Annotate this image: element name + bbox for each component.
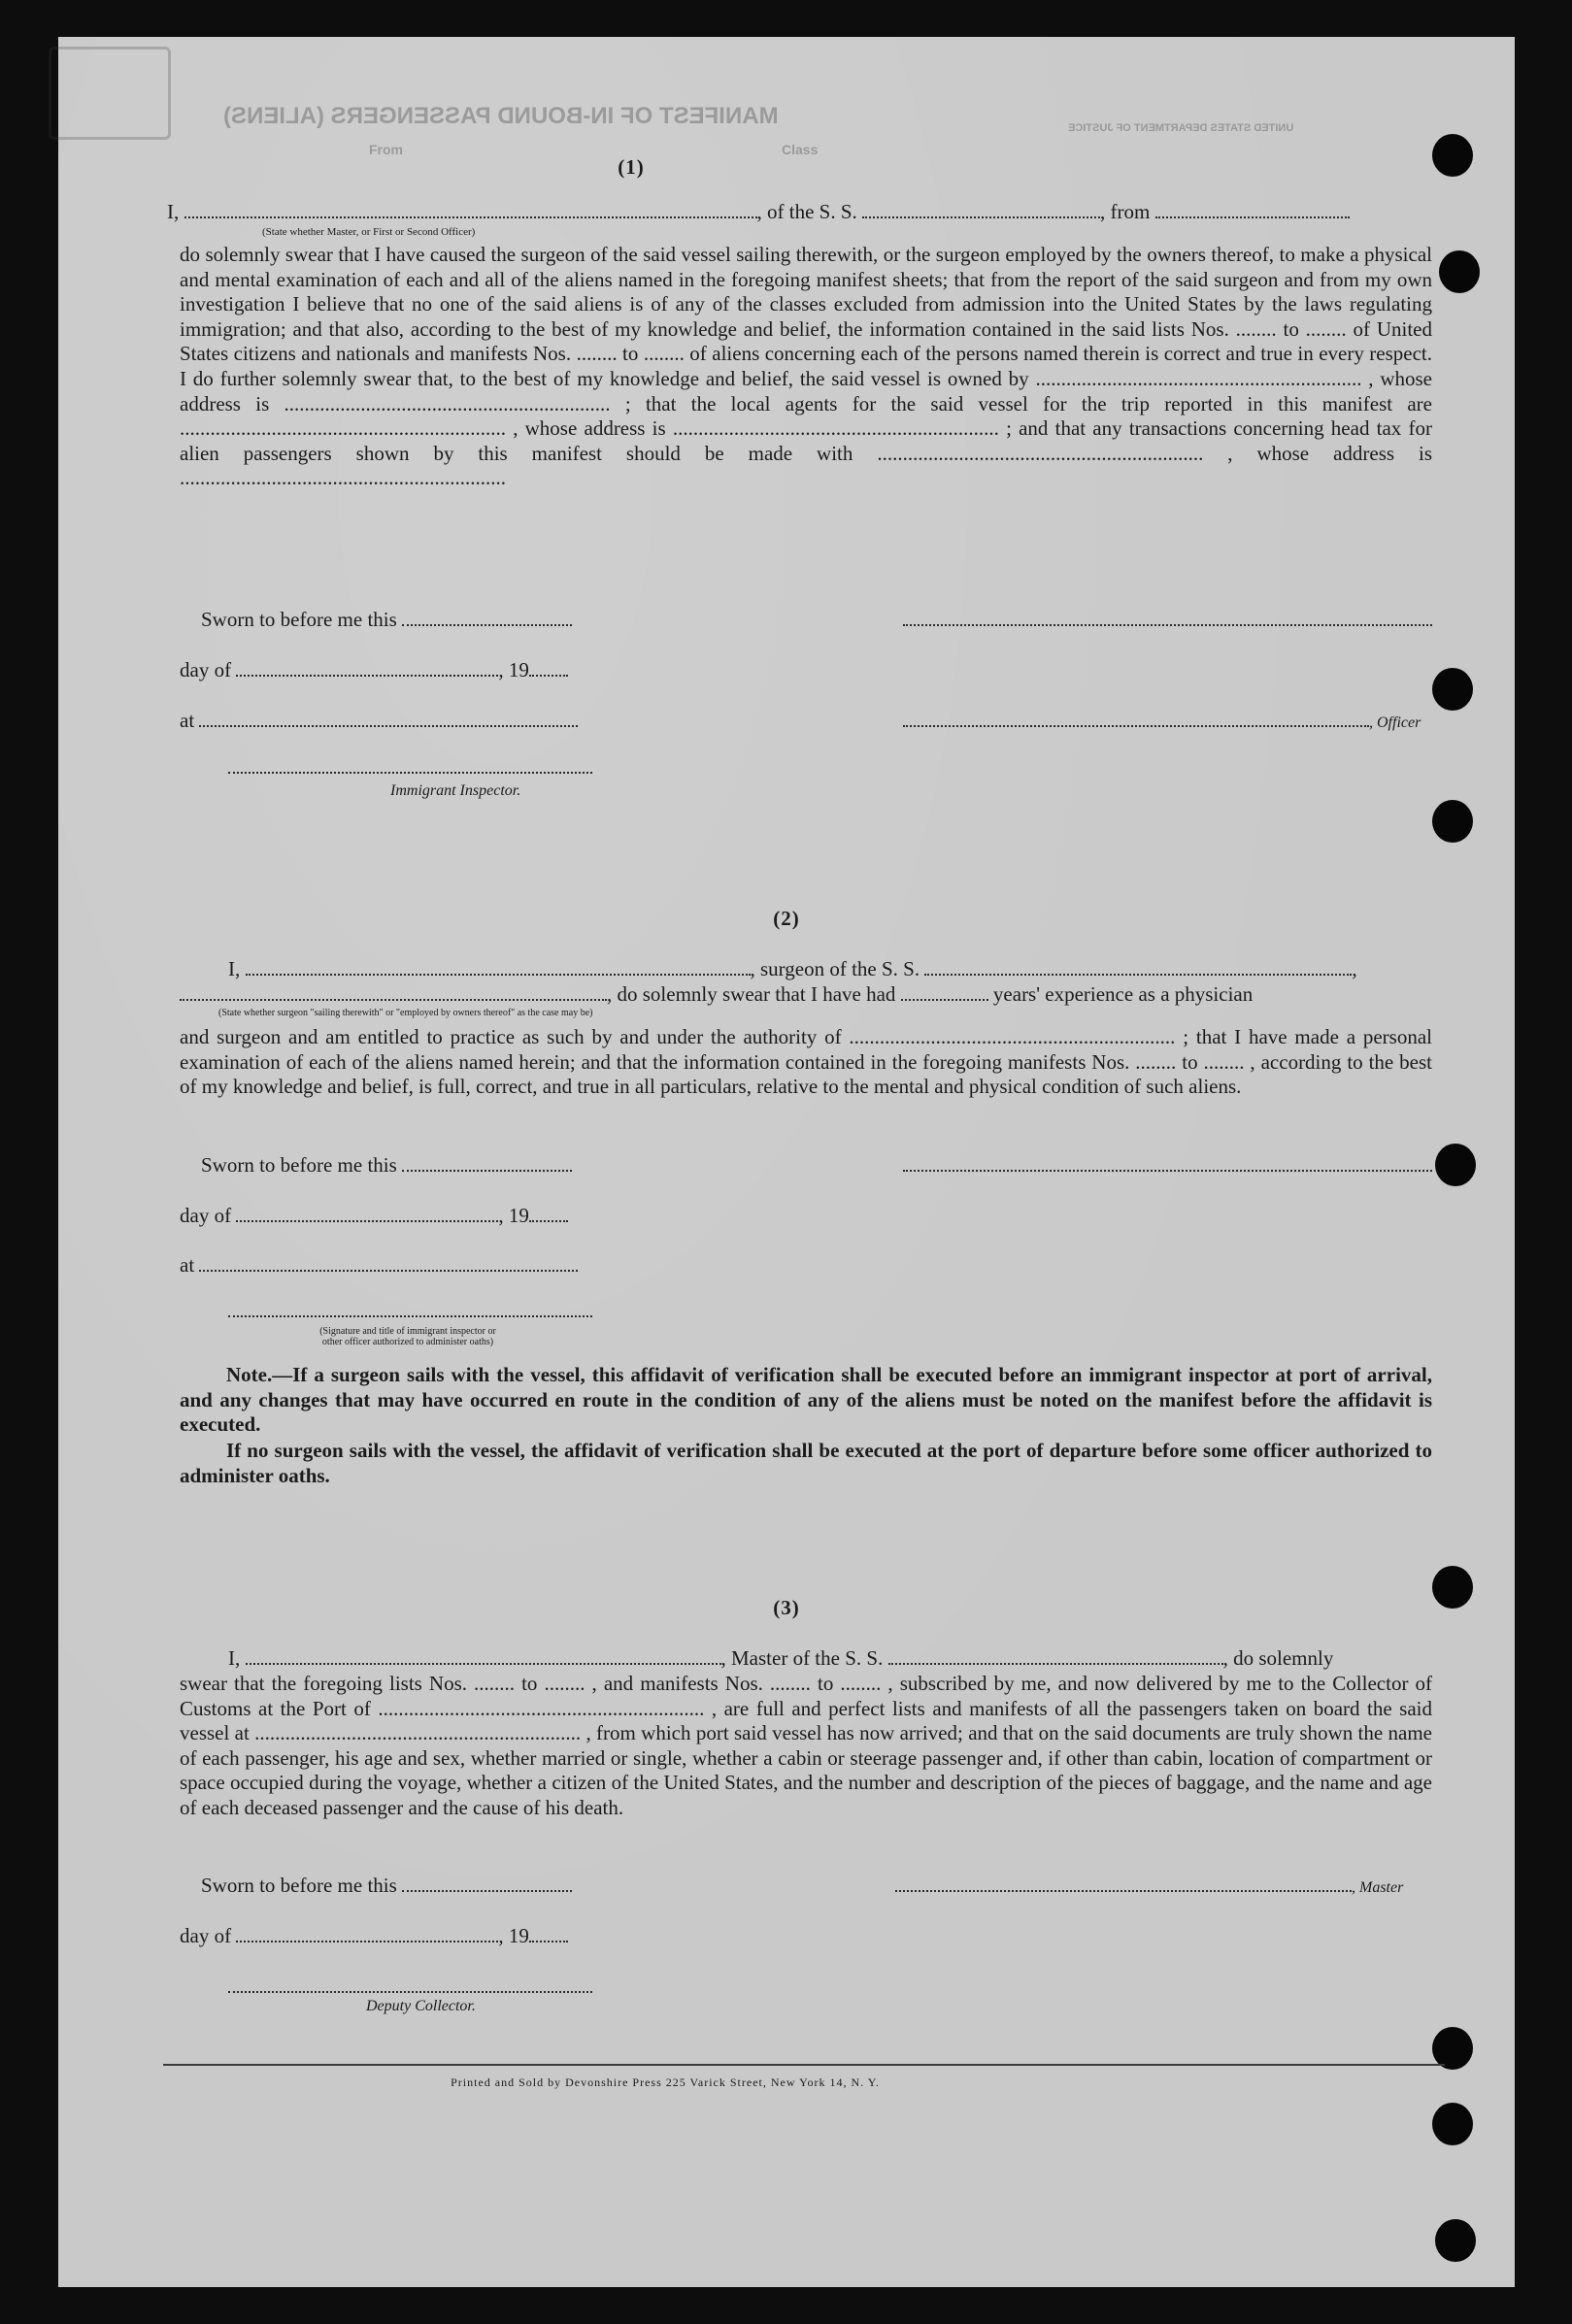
section-3-heading: (3) — [773, 1596, 800, 1619]
section-2-surgeon-signature[interactable] — [903, 1153, 1432, 1178]
punch-hole — [1435, 2219, 1476, 2262]
deputy-collector-signature-field[interactable] — [228, 1975, 592, 1993]
officer-signature-line[interactable] — [903, 609, 1432, 626]
day-of-field[interactable] — [236, 1925, 498, 1942]
at-label: at — [180, 709, 195, 732]
section-3-line-1 — [228, 1646, 1333, 1671]
from-port-field[interactable] — [1155, 201, 1350, 218]
inspector-signature-line[interactable] — [228, 755, 592, 780]
day-of-label: day of — [180, 658, 232, 681]
section-1-at — [180, 709, 578, 733]
inspector-signature-field[interactable] — [228, 1300, 592, 1317]
at-place-field[interactable] — [199, 710, 578, 727]
section-1-day-of — [180, 658, 568, 682]
section-2-day-of — [180, 1204, 568, 1228]
section-2-i: I, — [228, 957, 241, 980]
section-3-oath-text: swear that the foregoing lists Nos. ........ to ........ , and manifests Nos. ........ to ........ , subscribed by me, and now delivered by me to the Collector of Customs at the Port of ................................................................ , are full and perfect lists and manifests of all the passengers taken on board the said vessel at ................................................................ , from which port said vessel has now arrived; and that on the said documents are truly shown the name of each passenger, his age and sex, whether married or single, whether a cabin or steerage passenger and, if other than cabin, location of compartment or space occupied during the voyage, whether a citizen of the United States, and the number and description of the pieces of baggage, and the name and age of each deceased passenger and the cause of his death. — [180, 1672, 1432, 1819]
vessel-name-field[interactable] — [862, 201, 1100, 218]
years-experience-field[interactable] — [901, 983, 988, 1001]
day-of-label: day of — [180, 1924, 232, 1947]
section-2-at — [180, 1253, 578, 1278]
do-solemnly-label: , do solemnly — [1222, 1646, 1334, 1670]
section-3-day-of — [180, 1924, 568, 1948]
year-label: , 19 — [498, 658, 529, 681]
section-2-heading: (2) — [773, 907, 800, 930]
at-label: at — [180, 1253, 195, 1277]
section-2-line-2 — [180, 982, 1253, 1007]
year-label: , 19 — [498, 1924, 529, 1947]
punch-hole — [1435, 1144, 1476, 1186]
section-1-officer-signature[interactable] — [903, 608, 1432, 632]
section-3-i: I, — [228, 1646, 241, 1670]
section-1-vessel-label: , of the S. S. — [756, 200, 857, 223]
year-label: , 19 — [498, 1204, 529, 1227]
day-of-field[interactable] — [236, 1205, 498, 1222]
surgeon-of-label: , surgeon of the S. S. — [750, 957, 920, 980]
surgeon-signature-line[interactable] — [903, 1154, 1432, 1172]
section-2-sworn — [201, 1153, 572, 1178]
day-of-field[interactable] — [236, 659, 498, 677]
officer-caption: (State whether Master, or First or Second Officer) — [262, 226, 476, 238]
year-field[interactable] — [529, 1205, 568, 1222]
bleed-through-title: MANIFEST OF IN-BOUND PASSENGERS (ALIENS) — [223, 103, 779, 129]
section-2-inspector-signature[interactable] — [228, 1299, 592, 1323]
day-of-label: day of — [180, 1204, 232, 1227]
deputy-collector-label: Deputy Collector. — [366, 1998, 476, 2014]
year-field[interactable] — [529, 659, 568, 677]
section-1-heading: (1) — [618, 155, 645, 179]
section-1-officer-line — [903, 709, 1421, 733]
at-place-field[interactable] — [199, 1254, 578, 1272]
sworn-label: Sworn to before me this — [201, 1874, 397, 1897]
punch-hole — [1432, 2103, 1473, 2145]
manifest-page — [58, 37, 1515, 2287]
section-2-oath-text: and surgeon and am entitled to practice as such by and under the authority of ................................................................ ; that I have made a personal examination of each of the aliens named herein; and that the information contained in the foregoing manifests Nos. ........ to ........ , according to the best of my knowledge and belief, is full, correct, and true in all particulars, relative to the mental and physical condition of such aliens. — [180, 1025, 1432, 1099]
bleed-through-stamp — [49, 47, 171, 140]
bleed-through-dept: UNITED STATES DEPARTMENT OF JUSTICE — [1068, 122, 1294, 134]
signature-caption-line-2: other officer authorized to administer oaths) — [321, 1337, 494, 1347]
section-3-sworn — [201, 1874, 572, 1898]
sworn-label: Sworn to before me this — [201, 1153, 397, 1177]
inspector-signature-field[interactable] — [228, 756, 592, 774]
master-name-field[interactable] — [246, 1647, 721, 1665]
section-1-oath-text: do solemnly swear that I have caused the surgeon of the said vessel sailing therewith, or the surgeon employed by the owners thereof, to make a physical and mental examination of each and all of the aliens named in the foregoing manifest sheets; that from the report of the said surgeon and from my own investigation I believe that no one of the said aliens is of any of the classes excluded from admission into the United States by the laws regulating immigration; and that also, according to the best of my knowledge and belief, the information contained in the said lists Nos. ........ to ........ of United States citizens and nationals and manifests Nos. ........ to ........ of aliens concerning each of the persons named therein is correct and true in every respect. I do further solemnly swear that, to the best of my knowledge and belief, the said vessel is owned by ................................................................ , whose address is ................................................................ ; that the local agents for the said vessel for the trip reported in this manifest are ................................................................ , whose address is ................................................................ ; and that any transactions concerning head tax for alien passengers shown by this manifest should be made with ................................................................ , whose address is ................................................................ — [180, 243, 1432, 490]
section-1-sworn — [201, 608, 572, 632]
deputy-collector-signature-line[interactable] — [228, 1975, 592, 1999]
master-of-label: , Master of the S. S. — [720, 1646, 884, 1670]
section-1-i: I, — [167, 200, 180, 223]
surgeon-status-field[interactable] — [180, 983, 607, 1001]
officer-label: , Officer — [1369, 714, 1421, 731]
surgeon-note: Note.—If a surgeon sails with the vessel, this affidavit of verification shall be executed before an immigrant inspector at port of arrival, and any changes that may have occurred en route in the condition of any of the aliens must be noted on the manifest before the affidavit is executed. — [180, 1363, 1432, 1437]
signature-caption-line-1: (Signature and title of immigrant inspector or — [319, 1326, 496, 1337]
master-label: , Master — [1352, 1879, 1404, 1896]
bleed-through-class: Class — [782, 142, 819, 157]
surgeon-vessel-field[interactable] — [924, 958, 1352, 976]
section-2-line-1: I, , surgeon of the S. S. , — [228, 957, 1357, 980]
footer-rule — [163, 2064, 1445, 2066]
punch-hole — [1432, 134, 1473, 177]
year-field[interactable] — [529, 1925, 568, 1942]
punch-hole — [1432, 800, 1473, 843]
surgeon-name-field[interactable] — [246, 958, 751, 976]
immigrant-inspector-label: Immigrant Inspector. — [390, 782, 521, 799]
officer-name-field[interactable] — [184, 201, 757, 218]
punch-hole — [1432, 668, 1473, 711]
sworn-date-field[interactable] — [402, 1875, 572, 1892]
sworn-label: Sworn to before me this — [201, 608, 397, 631]
section-1-line-1 — [167, 200, 1350, 224]
printer-footer: Printed and Sold by Devonshire Press 225 Varick Street, New York 14, N. Y. — [451, 2075, 880, 2089]
sworn-date-field[interactable] — [402, 609, 572, 626]
bleed-through-from: From — [369, 142, 403, 157]
master-signature-line[interactable] — [895, 1875, 1352, 1892]
master-vessel-field[interactable] — [888, 1647, 1223, 1665]
surgeon-caption: (State whether surgeon "sailing therewith" or "employed by owners thereof" as the case may be) — [218, 1008, 593, 1018]
signature-caption — [223, 1326, 592, 1347]
years-experience-label: years' experience as a physician — [992, 982, 1254, 1006]
section-3-master-signature — [895, 1874, 1403, 1898]
officer-title-line[interactable] — [903, 710, 1369, 727]
section-1-from-label: , from — [1100, 200, 1151, 223]
solemnly-swear-label: , do solemnly swear that I have had — [607, 982, 896, 1006]
sworn-date-field[interactable] — [402, 1154, 572, 1172]
no-surgeon-note: If no surgeon sails with the vessel, the affidavit of verification shall be executed at the port of departure before some officer authorized to administer oaths. — [180, 1439, 1432, 1487]
punch-hole — [1439, 250, 1480, 293]
